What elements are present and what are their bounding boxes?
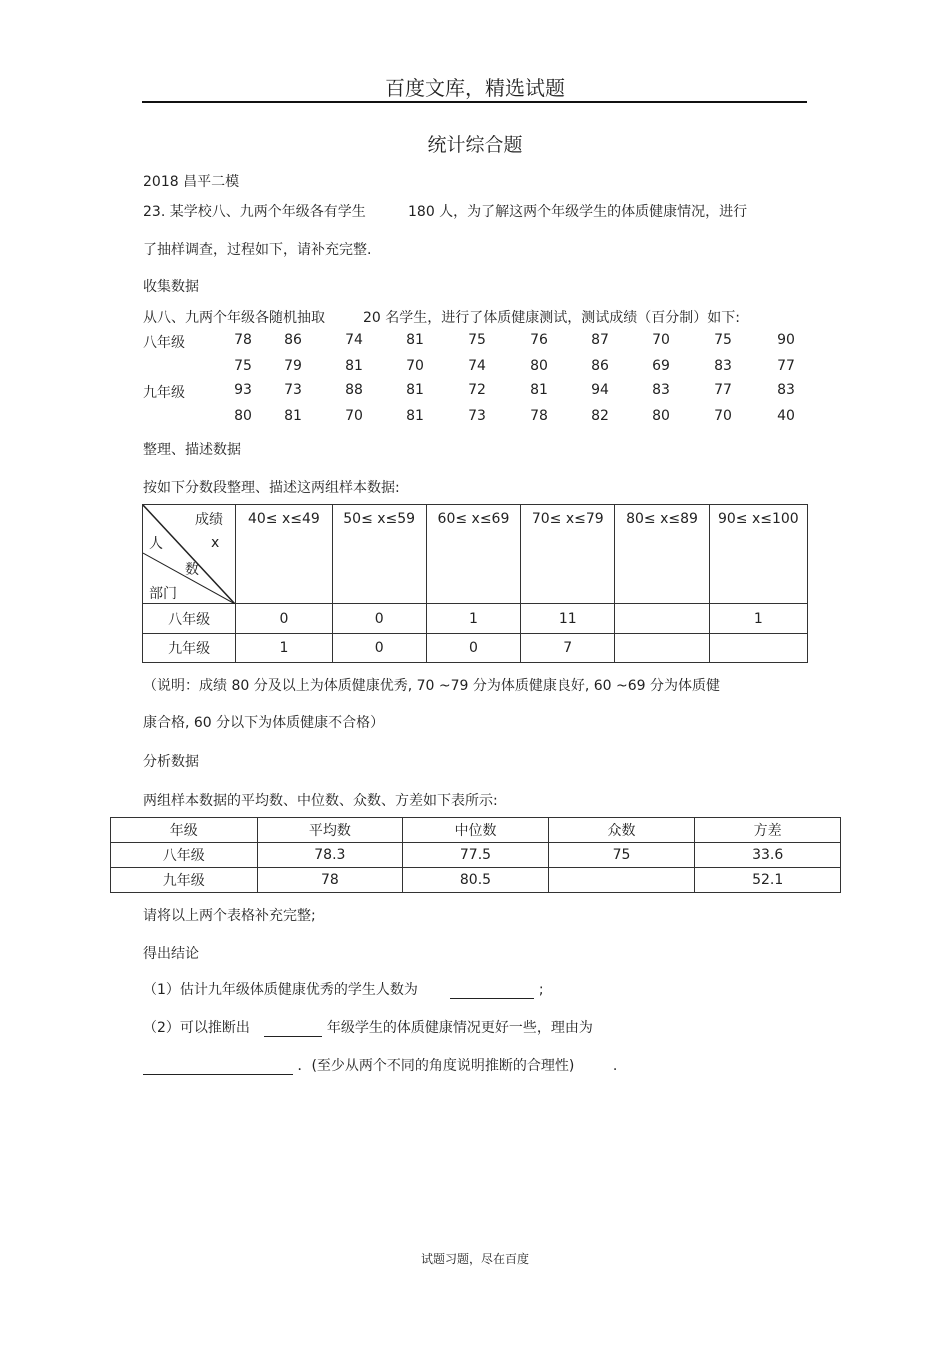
median-cell: 77.5 (403, 843, 549, 868)
score-value: 81 (345, 358, 363, 374)
score-value: 70 (714, 408, 732, 424)
score-value: 82 (591, 408, 609, 424)
collect-heading: 收集数据 (143, 279, 199, 295)
grade8-label: 八年级 (143, 335, 185, 351)
count-cell: 1 (236, 634, 332, 663)
frequency-table (142, 504, 808, 663)
analyze-heading: 分析数据 (143, 754, 199, 770)
mode-cell: 75 (548, 843, 695, 868)
score-value: 80 (234, 408, 252, 424)
score-value: 73 (468, 408, 486, 424)
mean-cell: 78 (257, 868, 403, 893)
score-value: 81 (530, 382, 548, 398)
score-value: 81 (284, 408, 302, 424)
score-value: 74 (345, 332, 363, 348)
score-value: 78 (234, 332, 252, 348)
column-header: 平均数 (257, 818, 403, 843)
instruction-text: 请将以上两个表格补充完整; (143, 908, 316, 924)
score-value: 72 (468, 382, 486, 398)
score-value: 73 (284, 382, 302, 398)
note-line1: （说明：成绩 80 分及以上为体质健康优秀, 70 ~79 分为体质健康良好, 60 ~69 分为体质健 (143, 678, 721, 694)
score-value: 80 (530, 358, 548, 374)
count-cell: 0 (426, 634, 520, 663)
score-value: 74 (468, 358, 486, 374)
score-value: 83 (652, 382, 670, 398)
score-value: 94 (591, 382, 609, 398)
count-cell: 7 (521, 634, 615, 663)
question-line1-b: 180 人，为了解这两个年级学生的体质健康情况，进行 (408, 204, 748, 220)
score-value: 70 (652, 332, 670, 348)
conclusion-q2 (143, 1017, 593, 1037)
q2-reason-blank[interactable] (143, 1074, 293, 1075)
corner-label-bottom: 部门 (149, 586, 177, 602)
organize-heading: 整理、描述数据 (143, 442, 241, 458)
score-value: 81 (406, 332, 424, 348)
conclusion-q1 (143, 979, 544, 999)
score-value: 70 (406, 358, 424, 374)
page-header-title: 百度文库，精选试题 (385, 76, 565, 100)
score-value: 75 (234, 358, 252, 374)
grade-cell: 八年级 (111, 843, 258, 868)
q2-text: （2）可以推断出 (143, 1020, 250, 1036)
table-row (111, 868, 841, 893)
score-value: 78 (530, 408, 548, 424)
q2-mid: 年级学生的体质健康情况更好一些，理由为 (326, 1020, 593, 1036)
score-value: 70 (345, 408, 363, 424)
count-cell (615, 604, 709, 634)
column-header: 中位数 (403, 818, 549, 843)
count-cell: 0 (332, 604, 426, 634)
column-header: 方差 (695, 818, 841, 843)
q3-end: . (612, 1058, 618, 1074)
note-line2: 康合格, 60 分以下为体质健康不合格） (143, 715, 385, 731)
collect-intro-a: 从八、九两个年级各随机抽取 (143, 310, 325, 326)
mode-cell (548, 868, 695, 893)
score-value: 81 (406, 382, 424, 398)
table-row (143, 634, 808, 663)
range-header: 50≤ x≤59 (332, 505, 426, 604)
score-value: 90 (777, 332, 795, 348)
score-value: 75 (468, 332, 486, 348)
score-value: 86 (284, 332, 302, 348)
corner-label-mid: 数 (185, 562, 199, 578)
table-row (143, 604, 808, 634)
q1-end: ; (538, 982, 544, 998)
row-label: 八年级 (143, 604, 236, 634)
range-header: 70≤ x≤79 (521, 505, 615, 604)
mean-cell: 78.3 (257, 843, 403, 868)
corner-label-x: x (211, 535, 220, 551)
analyze-intro: 两组样本数据的平均数、中位数、众数、方差如下表所示: (143, 793, 498, 809)
table-row (111, 843, 841, 868)
score-value: 83 (777, 382, 795, 398)
table-header-row (111, 818, 841, 843)
source-label: 2018 昌平二模 (143, 174, 240, 190)
header-divider (142, 101, 807, 103)
grade-cell: 九年级 (111, 868, 258, 893)
score-value: 86 (591, 358, 609, 374)
variance-cell: 52.1 (695, 868, 841, 893)
score-value: 77 (777, 358, 795, 374)
question-line2: 了抽样调查，过程如下，请补充完整. (143, 242, 372, 258)
q3-text: ．(至少从两个不同的角度说明推断的合理性) (297, 1058, 575, 1074)
score-value: 87 (591, 332, 609, 348)
grade9-label: 九年级 (143, 385, 185, 401)
score-value: 69 (652, 358, 670, 374)
page-footer: 试题习题，尽在百度 (420, 1252, 529, 1266)
count-cell (709, 634, 807, 663)
count-cell: 11 (521, 604, 615, 634)
score-value: 93 (234, 382, 252, 398)
column-header: 年级 (111, 818, 258, 843)
q1-answer-blank[interactable] (450, 998, 534, 999)
organize-intro: 按如下分数段整理、描述这两组样本数据: (143, 480, 400, 496)
row-label: 九年级 (143, 634, 236, 663)
document-title: 统计综合题 (427, 134, 523, 156)
count-cell (615, 634, 709, 663)
score-value: 83 (714, 358, 732, 374)
statistics-table (110, 817, 841, 893)
score-value: 81 (406, 408, 424, 424)
q1-text: （1）估计九年级体质健康优秀的学生人数为 (143, 982, 418, 998)
score-value: 88 (345, 382, 363, 398)
q2-grade-blank[interactable] (264, 1036, 322, 1037)
score-value: 76 (530, 332, 548, 348)
range-header: 90≤ x≤100 (709, 505, 807, 604)
question-line1-a: 23. 某学校八、九两个年级各有学生 (143, 204, 366, 220)
range-header: 40≤ x≤49 (236, 505, 332, 604)
conclusion-heading: 得出结论 (143, 946, 199, 962)
score-value: 80 (652, 408, 670, 424)
collect-intro-b: 20 名学生，进行了体质健康测试，测试成绩（百分制）如下: (363, 310, 740, 326)
column-header: 众数 (548, 818, 695, 843)
count-cell: 0 (332, 634, 426, 663)
count-cell: 1 (709, 604, 807, 634)
table-corner-cell (143, 505, 236, 604)
median-cell: 80.5 (403, 868, 549, 893)
count-cell: 0 (236, 604, 332, 634)
range-header: 80≤ x≤89 (615, 505, 709, 604)
variance-cell: 33.6 (695, 843, 841, 868)
corner-label-left: 人 (149, 536, 163, 552)
count-cell: 1 (426, 604, 520, 634)
corner-label-top: 成绩 (195, 512, 223, 528)
score-value: 77 (714, 382, 732, 398)
range-header: 60≤ x≤69 (426, 505, 520, 604)
score-value: 40 (777, 408, 795, 424)
score-value: 75 (714, 332, 732, 348)
conclusion-q3 (143, 1055, 617, 1075)
score-value: 79 (284, 358, 302, 374)
